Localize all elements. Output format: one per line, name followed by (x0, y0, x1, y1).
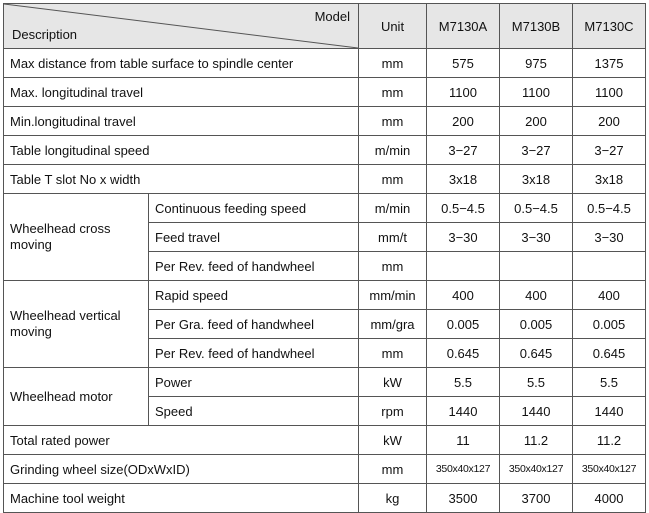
row-description: Max distance from table surface to spindle center (4, 49, 359, 78)
unit-cell: m/min (359, 194, 427, 223)
value-cell: 400 (500, 281, 573, 310)
unit-cell: kW (359, 368, 427, 397)
description-label: Description (12, 27, 78, 42)
unit-cell: kg (359, 484, 427, 513)
value-cell: 0.005 (500, 310, 573, 339)
value-cell: 975 (500, 49, 573, 78)
model-label: Model (314, 9, 350, 24)
unit-cell: mm (359, 339, 427, 368)
sub-description: Per Gra. feed of handwheel (149, 310, 359, 339)
value-cell: 3−30 (573, 223, 646, 252)
table-row (4, 165, 646, 194)
value-cell (427, 252, 500, 281)
table-row (4, 49, 646, 78)
value-cell: 3−27 (500, 136, 573, 165)
value-cell (500, 252, 573, 281)
value-cell: 350x40x127 (500, 455, 573, 484)
unit-cell: mm/gra (359, 310, 427, 339)
table-row (4, 136, 646, 165)
model-header: M7130B (500, 4, 573, 49)
value-cell: 3−27 (573, 136, 646, 165)
value-cell: 200 (427, 107, 500, 136)
value-cell: 0.5−4.5 (500, 194, 573, 223)
value-cell: 11.2 (500, 426, 573, 455)
value-cell: 350x40x127 (427, 455, 500, 484)
model-header: M7130A (427, 4, 500, 49)
spec-table (3, 3, 646, 513)
unit-cell: mm (359, 78, 427, 107)
value-cell: 0.645 (573, 339, 646, 368)
unit-header: Unit (359, 4, 427, 49)
group-label: Wheelhead motor (4, 368, 149, 426)
sub-description: Power (149, 368, 359, 397)
value-cell: 575 (427, 49, 500, 78)
table-row (4, 484, 646, 513)
value-cell (573, 252, 646, 281)
unit-cell: rpm (359, 397, 427, 426)
value-cell: 0.005 (573, 310, 646, 339)
value-cell: 3−27 (427, 136, 500, 165)
value-cell: 1100 (573, 78, 646, 107)
value-cell: 0.5−4.5 (427, 194, 500, 223)
model-header: M7130C (573, 4, 646, 49)
sub-description: Per Rev. feed of handwheel (149, 339, 359, 368)
value-cell: 3700 (500, 484, 573, 513)
value-cell: 11.2 (573, 426, 646, 455)
unit-cell: mm (359, 252, 427, 281)
value-cell: 200 (573, 107, 646, 136)
value-cell: 3−30 (500, 223, 573, 252)
sub-description: Rapid speed (149, 281, 359, 310)
sub-description: Continuous feeding speed (149, 194, 359, 223)
value-cell: 3−30 (427, 223, 500, 252)
table-row (4, 107, 646, 136)
row-description: Grinding wheel size(ODxWxID) (4, 455, 359, 484)
sub-description: Per Rev. feed of handwheel (149, 252, 359, 281)
row-description: Total rated power (4, 426, 359, 455)
value-cell: 11 (427, 426, 500, 455)
value-cell: 0.5−4.5 (573, 194, 646, 223)
value-cell: 3x18 (500, 165, 573, 194)
value-cell: 1100 (500, 78, 573, 107)
unit-cell: kW (359, 426, 427, 455)
unit-cell: m/min (359, 136, 427, 165)
table-row (4, 78, 646, 107)
value-cell: 400 (573, 281, 646, 310)
row-description: Table longitudinal speed (4, 136, 359, 165)
table-row (4, 455, 646, 484)
table-row (4, 426, 646, 455)
value-cell: 4000 (573, 484, 646, 513)
value-cell: 350x40x127 (573, 455, 646, 484)
table-row (4, 368, 646, 397)
header-diagonal-cell (4, 4, 359, 49)
row-description: Table T slot No x width (4, 165, 359, 194)
value-cell: 200 (500, 107, 573, 136)
group-label: Wheelhead cross moving (4, 194, 149, 281)
unit-cell: mm (359, 455, 427, 484)
unit-cell: mm (359, 107, 427, 136)
value-cell: 3x18 (573, 165, 646, 194)
value-cell: 1100 (427, 78, 500, 107)
value-cell: 1375 (573, 49, 646, 78)
value-cell: 1440 (500, 397, 573, 426)
unit-cell: mm (359, 49, 427, 78)
value-cell: 0.645 (427, 339, 500, 368)
value-cell: 1440 (573, 397, 646, 426)
value-cell: 1440 (427, 397, 500, 426)
table-row (4, 194, 646, 223)
unit-cell: mm (359, 165, 427, 194)
value-cell: 3500 (427, 484, 500, 513)
spec-table-body (4, 4, 646, 513)
row-description: Machine tool weight (4, 484, 359, 513)
value-cell: 5.5 (427, 368, 500, 397)
value-cell: 400 (427, 281, 500, 310)
value-cell: 0.645 (500, 339, 573, 368)
row-description: Max. longitudinal travel (4, 78, 359, 107)
value-cell: 0.005 (427, 310, 500, 339)
unit-cell: mm/t (359, 223, 427, 252)
value-cell: 3x18 (427, 165, 500, 194)
header-row (4, 4, 646, 49)
row-description: Min.longitudinal travel (4, 107, 359, 136)
group-label: Wheelhead vertical moving (4, 281, 149, 368)
unit-cell: mm/min (359, 281, 427, 310)
sub-description: Feed travel (149, 223, 359, 252)
table-row (4, 281, 646, 310)
value-cell: 5.5 (500, 368, 573, 397)
sub-description: Speed (149, 397, 359, 426)
value-cell: 5.5 (573, 368, 646, 397)
